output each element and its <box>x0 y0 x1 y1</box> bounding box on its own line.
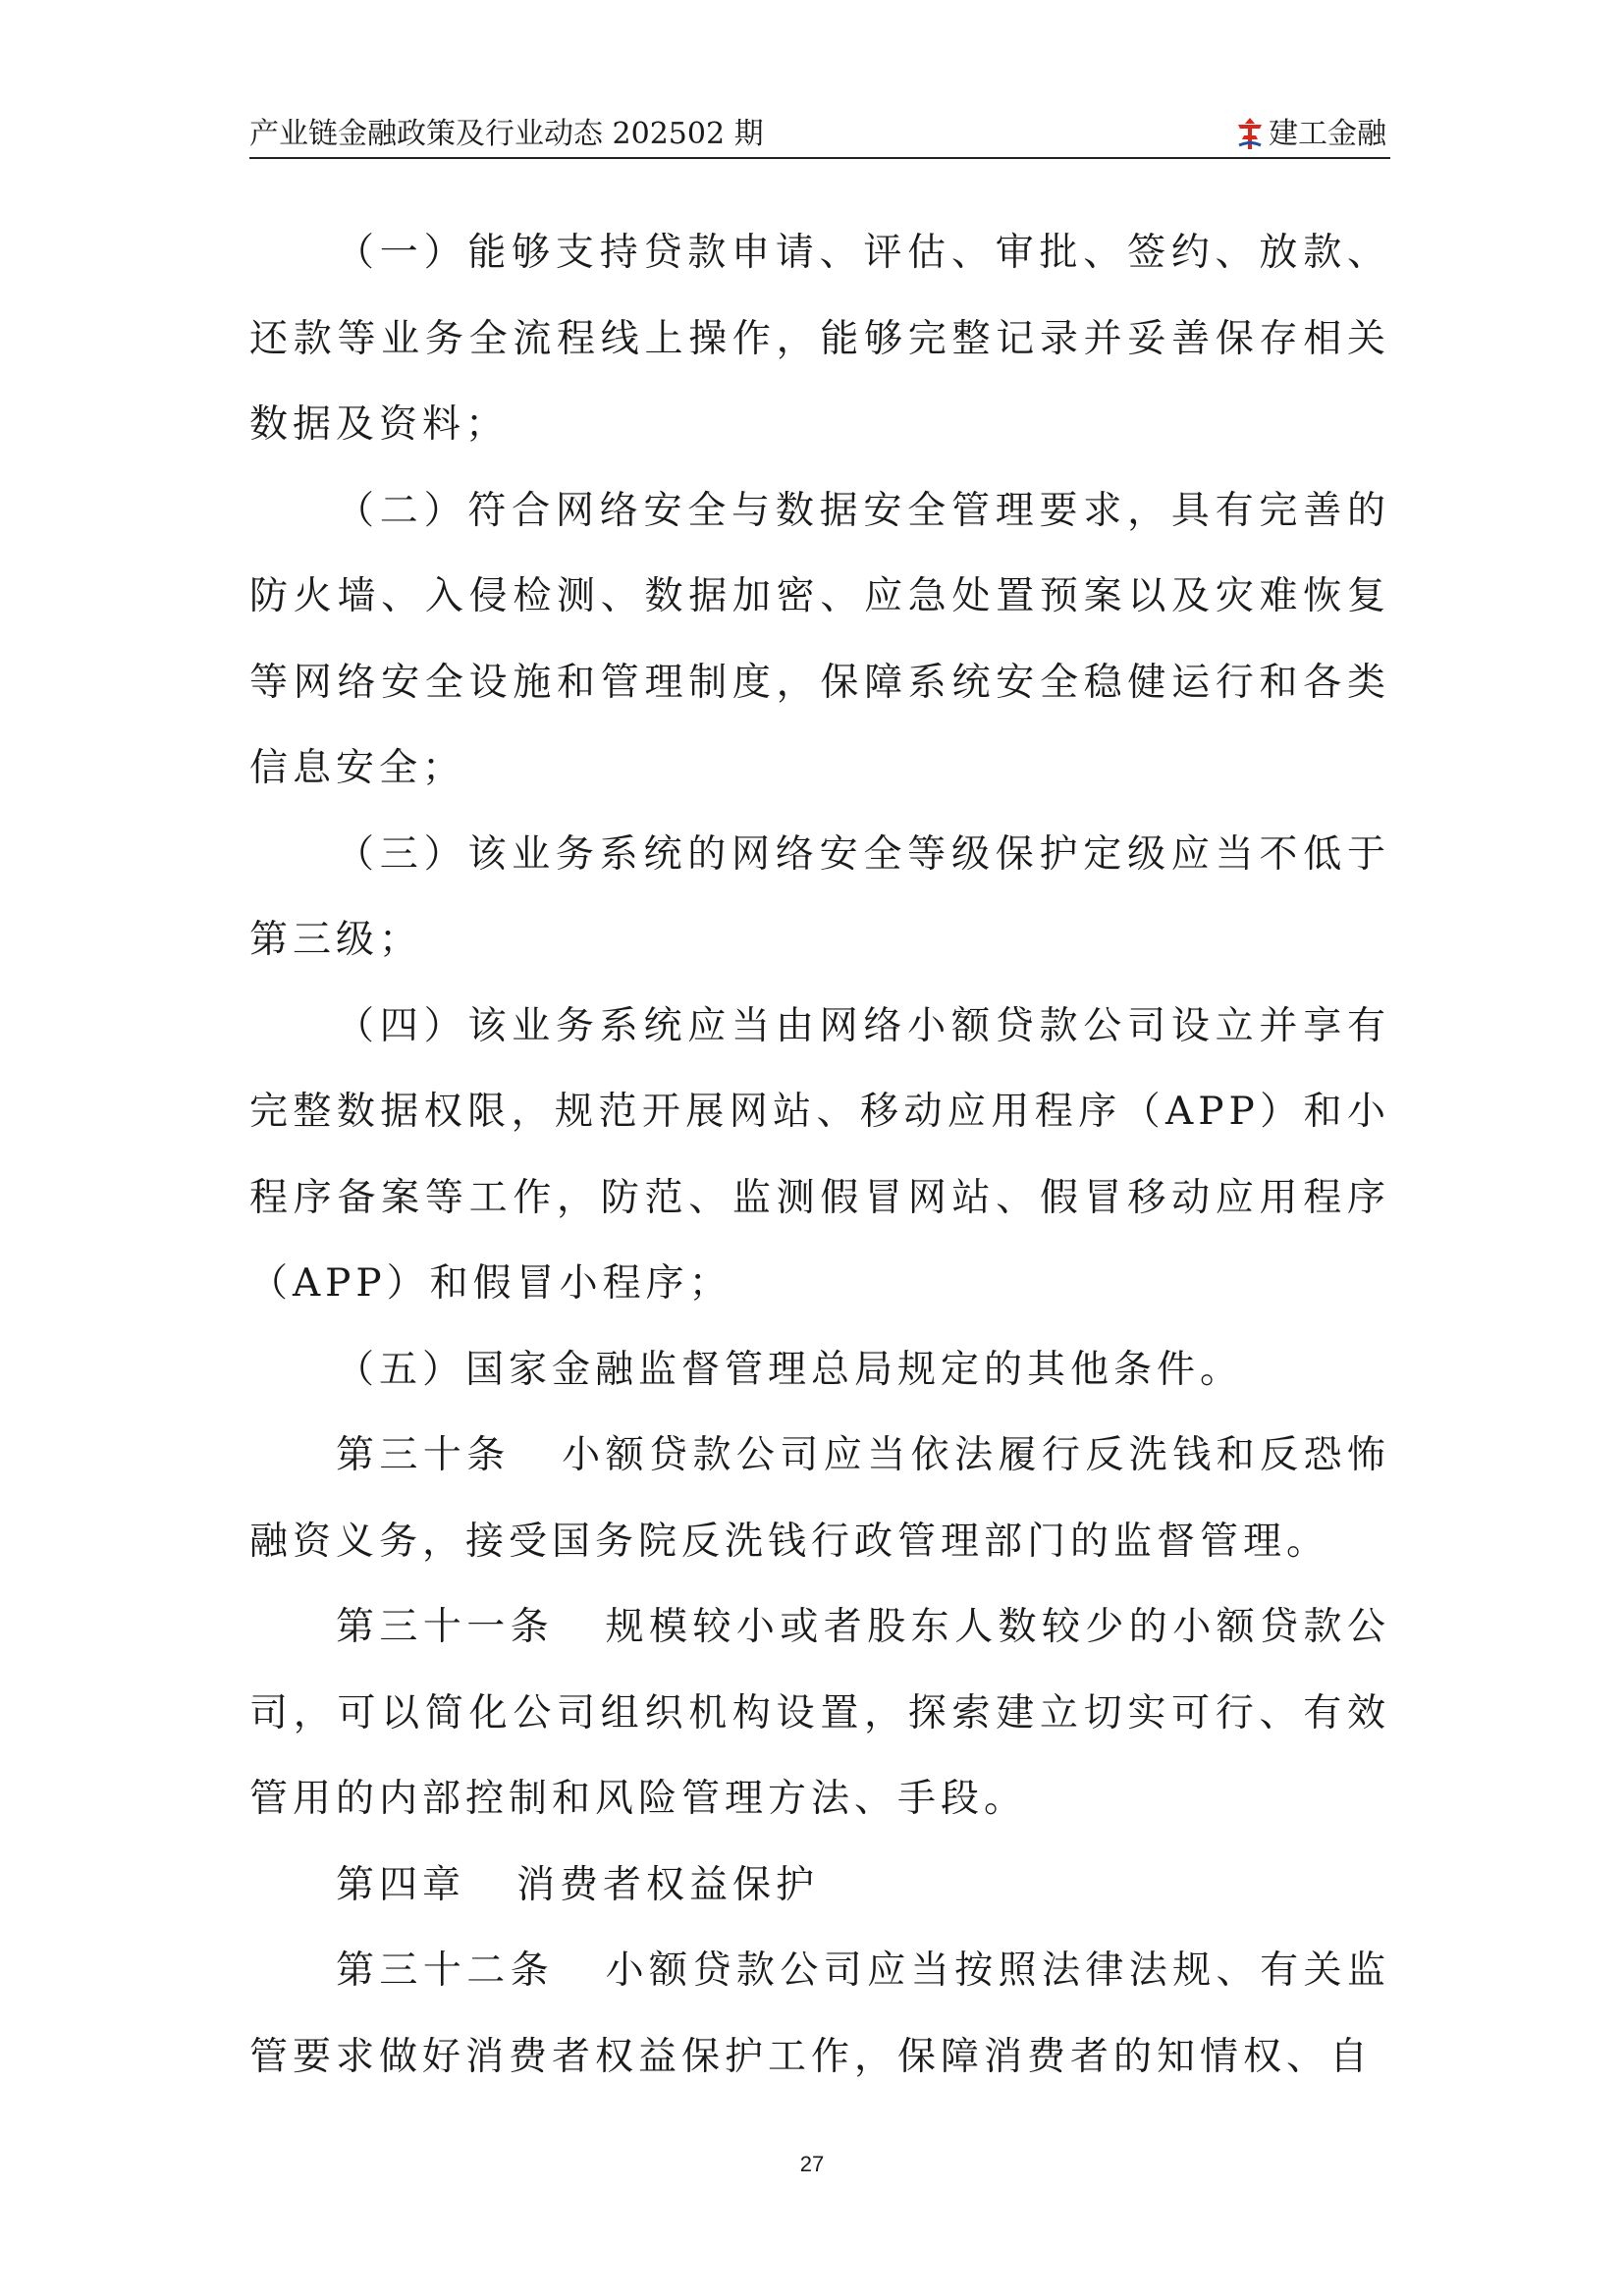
paragraph-text: （二）符合网络安全与数据安全管理要求，具有完善的防火墙、入侵检测、数据加密、应急处置预案以及灾难恢复等网络安全设施和管理制度，保障系统安全稳健运行和各类信息安全； <box>249 488 1390 790</box>
brand-name: 建工金融 <box>1269 117 1386 151</box>
chapter-title: 消费者权益保护 <box>516 1862 820 1907</box>
chapter-label: 第四章 <box>336 1862 466 1907</box>
paragraph-text: （四）该业务系统应当由网络小额贷款公司设立并享有完整数据权限，规范开展网站、移动应用程序（APP）和小程序备案等工作，防范、监测假冒网站、假冒移动应用程序（APP）和假冒小程序； <box>249 1003 1390 1306</box>
paragraph-text: （一）能够支持贷款申请、评估、审批、签约、放款、还款等业务全流程线上操作，能够完整记录并妥善保存相关数据及资料； <box>249 231 1390 447</box>
article-text: 规模较小或者股东人数较少的小额贷款公司，可以简化公司组织机构设置，探索建立切实可行、有效管用的内部控制和风险管理方法、手段。 <box>249 1605 1390 1821</box>
paragraph-text: （五）国家金融监督管理总局规定的其他条件。 <box>336 1347 1244 1392</box>
header-brand <box>1235 116 1386 151</box>
chapter-heading <box>249 1842 1390 1929</box>
article-paragraph <box>249 1928 1390 2100</box>
article-text: 小额贷款公司应当按照法律法规、有关监管要求做好消费者权益保护工作，保障消费者的知情权、自 <box>249 1949 1390 2079</box>
article-paragraph <box>249 1413 1390 1584</box>
document-body <box>249 210 1390 2100</box>
paragraph <box>249 468 1390 812</box>
article-label: 第三十一条 <box>336 1605 555 1649</box>
paragraph <box>249 210 1390 468</box>
brand-logo-icon <box>1235 116 1265 151</box>
paragraph <box>249 984 1390 1327</box>
paragraph <box>249 1327 1390 1414</box>
article-paragraph <box>249 1584 1390 1842</box>
page-header <box>249 110 1390 159</box>
article-text: 小额贷款公司应当依法履行反洗钱和反恐怖融资义务，接受国务院反洗钱行政管理部门的监督管理。 <box>249 1433 1390 1564</box>
article-label: 第三十条 <box>336 1433 511 1477</box>
page-number: 27 <box>799 2152 825 2176</box>
paragraph-text: （三）该业务系统的网络安全等级保护定级应当不低于第三级； <box>249 831 1390 962</box>
article-label: 第三十二条 <box>336 1949 555 1993</box>
paragraph <box>249 812 1390 984</box>
header-title: 产业链金融政策及行业动态 202502 期 <box>249 117 764 151</box>
